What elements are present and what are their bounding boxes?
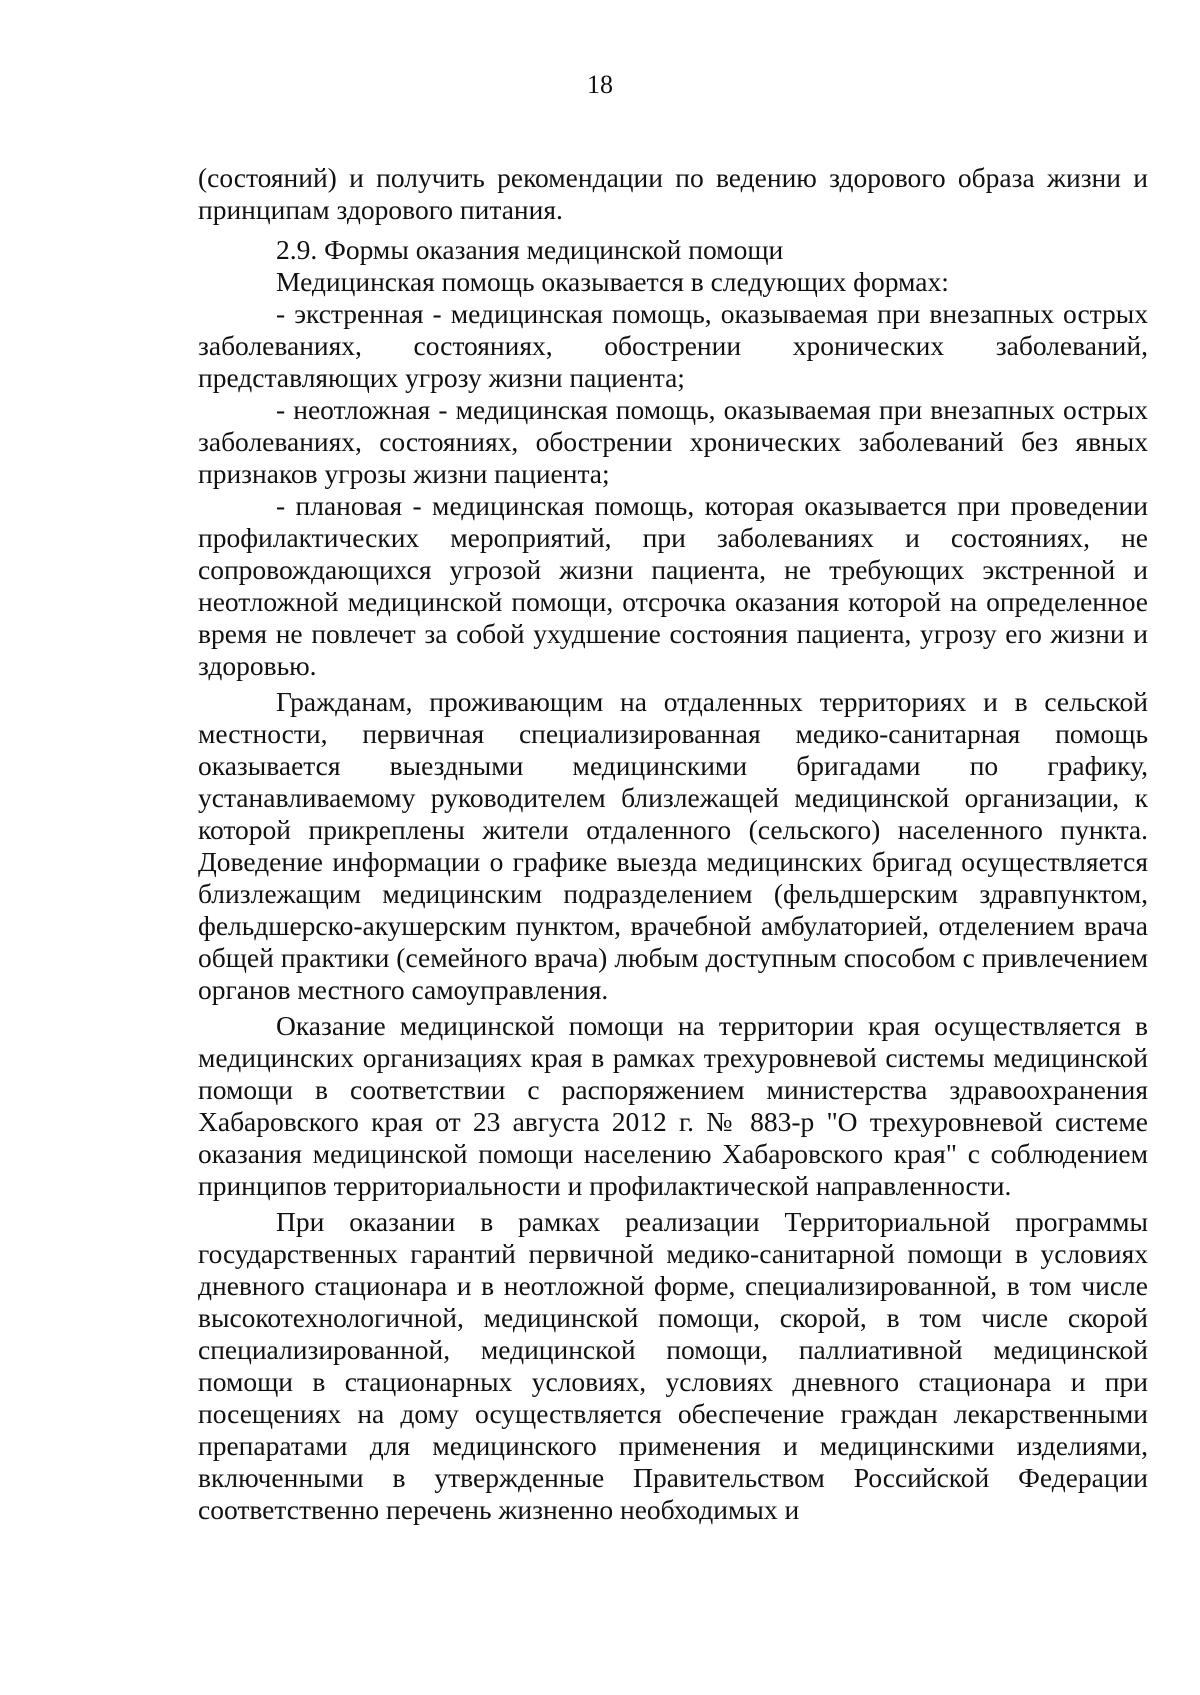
paragraph-forms-intro: Медицинская помощь оказывается в следующих формах: (276, 266, 949, 297)
paragraph-medication-provision: При оказании в рамках реализации Территориальной программы государственных гарантий первичной медико-санитарной помощи в условиях дневного стационара и в неотложной форме, специализированной, в том числе высокотехнологичной, медицинской помощи, скорой, в том числе скорой специализированной, медицинской помощи, паллиативной медицинской помощи в стационарных условиях, условиях дневного стационара и при посещениях на дому осуществляется обеспечение граждан лекарственными препаратами для медицинского применения и медицинскими изделиями, включенными в утвержденные Правительством Российской Федерации соответственно перечень жизненно необходимых и (198, 1206, 1148, 1525)
document-body (198, 162, 1148, 1526)
paragraph-rural-care: Гражданам, проживающим на отдаленных территориях и в сельской местности, первичная специализированная медико-санитарная помощь оказывается выездными медицинскими бригадами по графику, устанавливаемому руководителем близлежащей медицинской организации, к которой прикреплены жители отдаленного (сельского) населенного пункта. Доведение информации о графике выезда медицинских бригад осуществляется близлежащим медицинским подразделением (фельдшерским здравпунктом, фельдшерско-акушерским пунктом, врачебной амбулаторией, отделением врача общей практики (семейного врача) любым доступным способом с привлечением органов местного самоуправления. (198, 686, 1148, 1005)
list-item-planned: - плановая - медицинская помощь, которая оказывается при проведении профилактических мероприятий, при заболеваниях и состояниях, не сопровождающихся угрозой жизни пациента, не требующих экстренной и неотложной медицинской помощи, отсрочка оказания которой на определенное время не повлечет за собой ухудшение состояния пациента, угрозу его жизни и здоровью. (198, 490, 1148, 681)
list-item-urgent: - неотложная - медицинская помощь, оказываемая при внезапных острых заболеваниях, состояниях, обострении хронических заболеваний без явных признаков угрозы жизни пациента; (198, 394, 1148, 489)
list-item-emergency: - экстренная - медицинская помощь, оказываемая при внезапных острых заболеваниях, состояниях, обострении хронических заболеваний, представляющих угрозу жизни пациента; (198, 298, 1148, 393)
paragraph-three-level-system: Оказание медицинской помощи на территории края осуществляется в медицинских организациях края в рамках трехуровневой системы медицинской помощи в соответствии с распоряжением министерства здравоохранения Хабаровского края от 23 августа 2012 г. № 883-р "О трехуровневой системе оказания медицинской помощи населению Хабаровского края" с соблюдением принципов территориальности и профилактической направленности. (198, 1010, 1148, 1201)
page-number: 18 (587, 70, 613, 99)
paragraph-continuation: (состояний) и получить рекомендации по ведению здорового образа жизни и принципам здорового питания. (198, 162, 1148, 225)
section-heading: 2.9. Формы оказания медицинской помощи (276, 234, 784, 265)
